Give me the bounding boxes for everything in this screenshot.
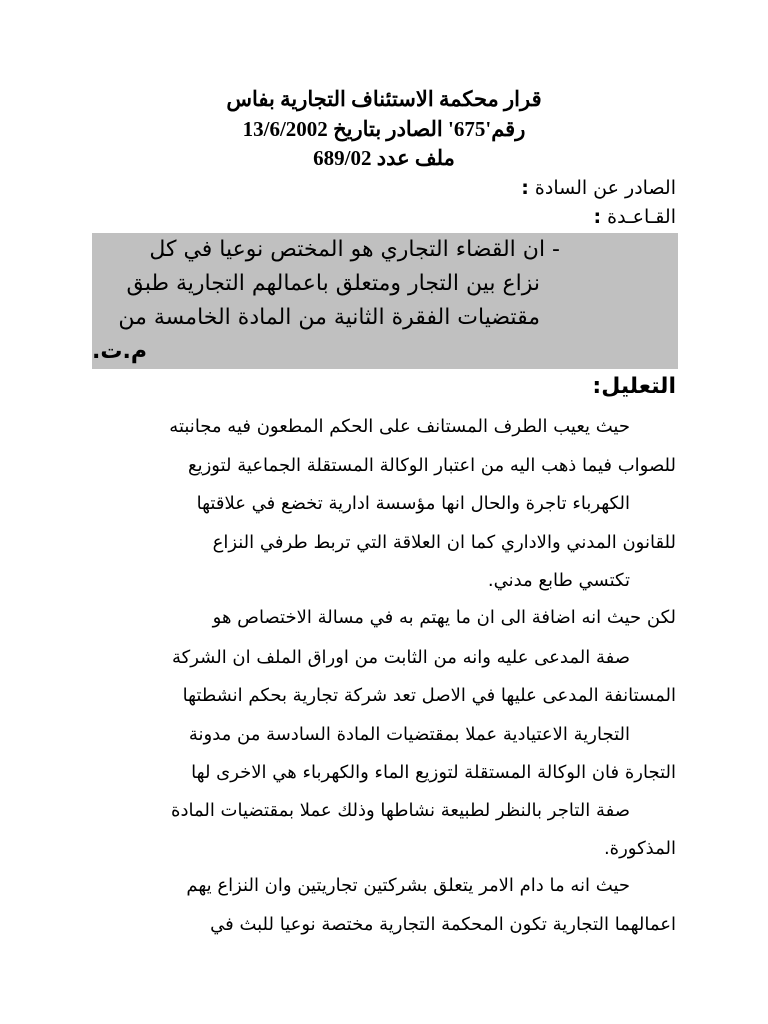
body-line: صفة المدعى عليه وانه من الثابت من اوراق الملف ان الشركة xyxy=(172,647,630,668)
issued-by-colon: : xyxy=(521,177,529,199)
body-line: المستانفة المدعى عليها في الاصل تعد شركة تجارية بحكم انشطتها xyxy=(182,685,676,706)
body-line: لكن حيث انه اضافة الى ان ما يهتم به في مسالة الاختصاص هو xyxy=(212,607,676,628)
rule-text: القـاعـدة xyxy=(607,206,676,228)
body-line: الكهرباء تاجرة والحال انها مؤسسة ادارية تخضع في علاقتها xyxy=(196,493,630,514)
rule-line-4: م.ت. xyxy=(92,339,147,364)
issued-by-text: الصادر عن السادة xyxy=(534,177,676,199)
rule-line-1: - ان القضاء التجاري هو المختص نوعيا في كل xyxy=(149,237,560,262)
body-line: للصواب فيما ذهب اليه من اعتبار الوكالة المستقلة الجماعية لتوزيع xyxy=(188,455,676,476)
body-line: حيث انه ما دام الامر يتعلق بشركتين تجاريتين وان النزاع يهم xyxy=(186,875,630,896)
decision-title: قرار محكمة الاستئناف التجارية بفاس xyxy=(226,87,542,111)
rule-line-2: نزاع بين التجار ومتعلق باعمالهم التجارية طبق xyxy=(126,271,540,296)
rule-colon: : xyxy=(593,206,602,228)
body-line: المذكورة. xyxy=(603,838,676,859)
body-line: تكتسي طابع مدني. xyxy=(487,570,630,591)
rule-line-3: مقتضيات الفقرة الثانية من المادة الخامسة من xyxy=(118,305,540,330)
reasoning-heading: التعليل: xyxy=(592,374,676,399)
body-line: حيث يعيب الطرف المستانف على الحكم المطعون فيه مجانبته xyxy=(169,416,630,437)
body-line: التجارة فان الوكالة المستقلة لتوزيع الماء والكهرباء هي الاخرى لها xyxy=(191,762,676,783)
rule-highlight-box xyxy=(92,233,678,369)
rule-label xyxy=(593,203,676,231)
body-line: صفة التاجر بالنظر لطبيعة نشاطها وذلك عملا بمقتضيات المادة xyxy=(171,800,630,821)
decision-number-date: رقم'675' الصادر بتاريخ 13/6/2002 xyxy=(242,117,526,141)
body-line: اعمالهما التجارية تكون المحكمة التجارية مختصة نوعيا للبث في xyxy=(210,914,676,935)
body-line: للقانون المدني والاداري كما ان العلاقة التي تربط طرفي النزاع xyxy=(212,532,676,553)
body-line: التجارية الاعتيادية عملا بمقتضيات المادة السادسة من مدونة xyxy=(188,724,630,745)
issued-by-label xyxy=(521,174,676,202)
file-number: ملف عدد 689/02 xyxy=(313,146,455,170)
